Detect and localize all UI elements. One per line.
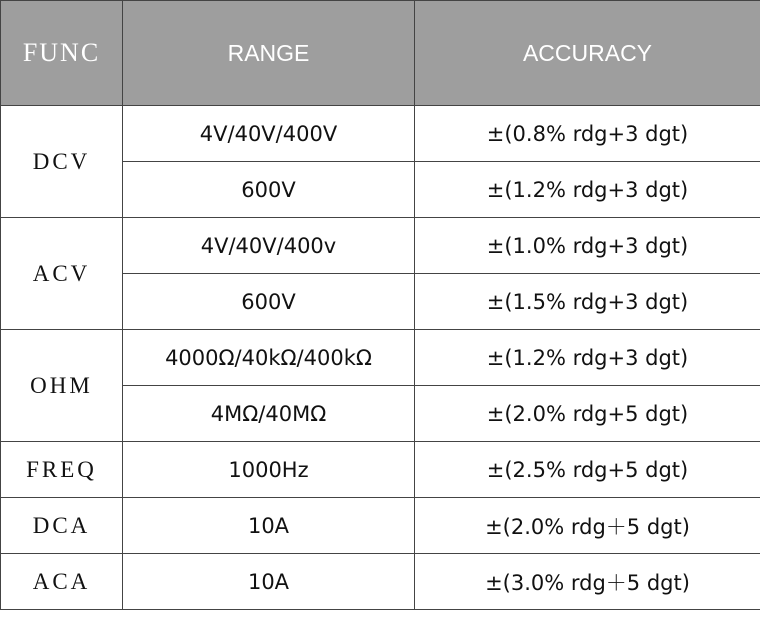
func-cell: ACA [1, 554, 123, 610]
range-cell: 10A [123, 498, 415, 554]
table-row [1, 498, 760, 554]
accuracy-cell: ±(2.0% rdg+5 dgt) [415, 386, 760, 442]
table-row [1, 554, 760, 610]
table-header [1, 1, 760, 106]
range-cell: 4V/40V/400V [123, 106, 415, 162]
func-cell: FREQ [1, 442, 123, 498]
accuracy-cell: ±(1.5% rdg+3 dgt) [415, 274, 760, 330]
range-cell: 4MΩ/40MΩ [123, 386, 415, 442]
func-cell: DCV [1, 106, 123, 218]
table-body [1, 106, 760, 610]
func-column-header: FUNC [1, 1, 123, 106]
range-cell: 4000Ω/40kΩ/400kΩ [123, 330, 415, 386]
func-cell: OHM [1, 330, 123, 442]
range-column-header: RANGE [123, 1, 415, 106]
accuracy-cell: ±(1.0% rdg+3 dgt) [415, 218, 760, 274]
accuracy-cell: ±(0.8% rdg+3 dgt) [415, 106, 760, 162]
range-cell: 10A [123, 554, 415, 610]
table-row [1, 442, 760, 498]
header-row [1, 1, 760, 106]
accuracy-cell: ±(2.0% rdg＋5 dgt) [415, 498, 760, 554]
accuracy-cell: ±(3.0% rdg＋5 dgt) [415, 554, 760, 610]
table-row [1, 330, 760, 386]
range-cell: 1000Hz [123, 442, 415, 498]
accuracy-column-header: ACCURACY [415, 1, 760, 106]
range-cell: 600V [123, 162, 415, 218]
accuracy-cell: ±(2.5% rdg+5 dgt) [415, 442, 760, 498]
accuracy-cell: ±(1.2% rdg+3 dgt) [415, 330, 760, 386]
table-row [1, 106, 760, 162]
table-row [1, 218, 760, 274]
range-cell: 4V/40V/400v [123, 218, 415, 274]
func-cell: DCA [1, 498, 123, 554]
accuracy-cell: ±(1.2% rdg+3 dgt) [415, 162, 760, 218]
range-cell: 600V [123, 274, 415, 330]
func-cell: ACV [1, 218, 123, 330]
